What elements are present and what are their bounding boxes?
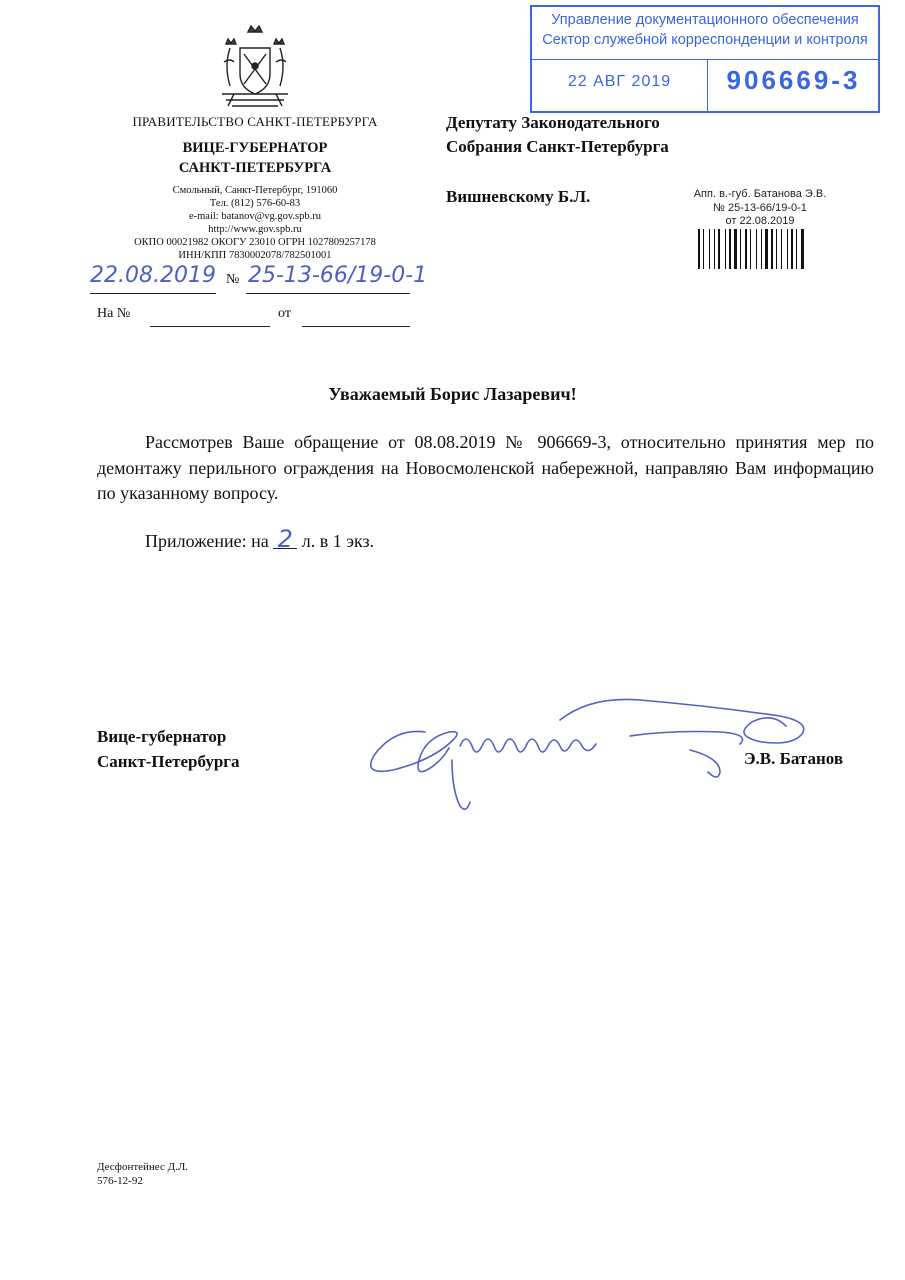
letterhead-email: e-mail: batanov@vg.gov.spb.ru: [188, 211, 322, 222]
ref-number-label: На №: [97, 306, 131, 321]
registration-line3: от 22.08.2019: [725, 215, 795, 227]
executor-phone: 576-12-92: [97, 1175, 143, 1187]
stamp-date: 22 АВГ 2019: [567, 73, 672, 90]
stamp-divider: [532, 59, 878, 60]
signatory-position-line1: Вице-губернатор: [97, 727, 227, 746]
title-line2: САНКТ-ПЕТЕРБУРГА: [178, 160, 332, 176]
date-underline: [90, 293, 216, 294]
letterhead-codes: ОКПО 00021982 ОКОГУ 23010 ОГРН 1027809257178: [134, 237, 376, 248]
attachment-prefix: Приложение: на: [145, 531, 269, 551]
number-sign: №: [226, 272, 240, 287]
stamp-line2: Сектор служебной корреспонденции и контроля: [542, 32, 868, 48]
letterhead-website: http://www.gov.spb.ru: [208, 224, 302, 235]
addressee-line1: Депутату Законодательного: [446, 113, 660, 132]
attachment-line: [145, 525, 375, 553]
letterhead-address: Смольный, Санкт-Петербург, 191060: [172, 185, 338, 196]
signatory-name: Э.В. Батанов: [744, 749, 844, 768]
body-paragraph: Рассмотрев Ваше обращение от 08.08.2019 № 906669-3, относительно принятия мер по демонтажу перильного ограждения на Новосмоленской набережной, направляю Вам информацию по указанному вопросу.: [97, 432, 874, 503]
attachment-pages: 2: [273, 530, 297, 549]
ref-date-field: [302, 326, 410, 327]
executor-info: [97, 1160, 188, 1188]
stamp-vdivider: [707, 59, 708, 111]
attachment-suffix: л. в 1 экз.: [301, 531, 375, 551]
signatory-position-line2: Санкт-Петербурга: [97, 752, 240, 771]
outgoing-number: 25-13-66/19-0-1: [248, 263, 428, 288]
stamp-line1: Управление документационного обеспечения: [551, 12, 859, 28]
addressee-line2: Собрания Санкт-Петербурга: [446, 137, 669, 156]
outgoing-date: 22.08.2019: [90, 263, 216, 288]
ref-number-field: [150, 326, 270, 327]
executor-name: Десфонтейнес Д.Л.: [97, 1161, 189, 1173]
st-petersburg-coat-of-arms-icon: [212, 22, 298, 114]
addressee-name: Вишневскому Б.Л.: [446, 187, 591, 206]
number-underline: [246, 293, 410, 294]
ref-from-label: от: [278, 306, 291, 321]
signatory-position: [97, 724, 240, 774]
org-name: ПРАВИТЕЛЬСТВО САНКТ-ПЕТЕРБУРГА: [132, 114, 378, 129]
title-line1: ВИЦЕ-ГУБЕРНАТОР: [182, 140, 328, 156]
registration-stamp: [530, 5, 880, 113]
registration-line2: № 25-13-66/19-0-1: [713, 202, 807, 214]
registration-line1: Апп. в.-губ. Батанова Э.В.: [693, 188, 827, 200]
barcode-icon: [698, 229, 818, 269]
salutation: Уважаемый Борис Лазаревич!: [328, 384, 577, 404]
letterhead-inn: ИНН/КПП 7830002078/782501001: [178, 250, 332, 261]
letterhead-phone: Тел. (812) 576-60-83: [209, 198, 301, 209]
stamp-number: 906669-3: [726, 65, 861, 95]
